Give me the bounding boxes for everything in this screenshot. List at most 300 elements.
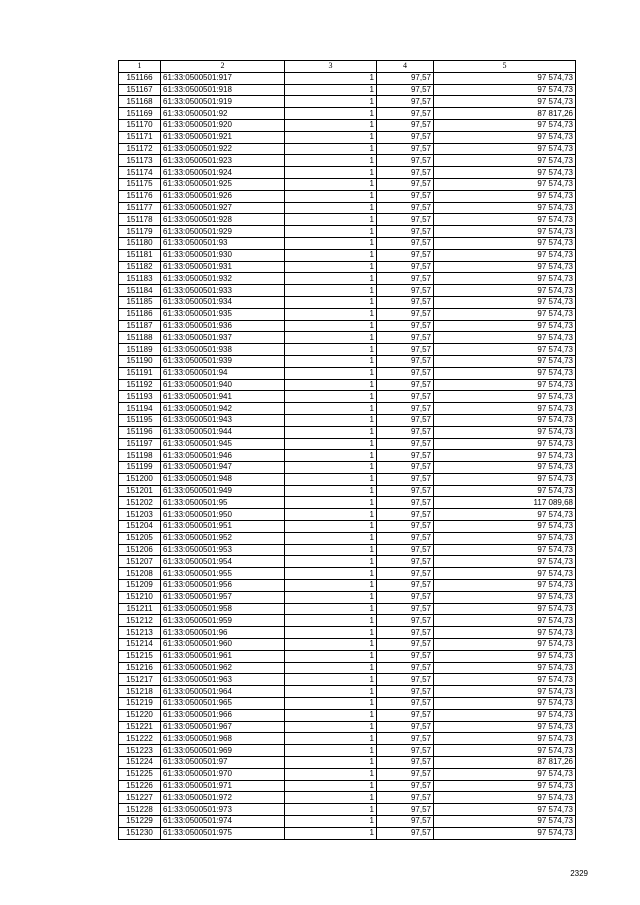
table-row <box>119 438 576 450</box>
table-row <box>119 674 576 686</box>
table-row <box>119 84 576 96</box>
row-index-cell: 151192 <box>119 379 161 391</box>
row-index-cell: 151181 <box>119 249 161 261</box>
area-cell: 97,57 <box>377 108 434 120</box>
table-row <box>119 344 576 356</box>
table-row <box>119 296 576 308</box>
row-index-cell: 151195 <box>119 414 161 426</box>
table-row <box>119 108 576 120</box>
row-index-cell: 151186 <box>119 308 161 320</box>
amount-cell: 97 574,73 <box>434 615 576 627</box>
quantity-cell: 1 <box>285 296 377 308</box>
table-row <box>119 733 576 745</box>
quantity-cell: 1 <box>285 450 377 462</box>
cadastral-number-cell: 61:33:0500501:940 <box>161 379 285 391</box>
cadastral-number-cell: 61:33:0500501:938 <box>161 344 285 356</box>
row-index-cell: 151182 <box>119 261 161 273</box>
row-index-cell: 151211 <box>119 603 161 615</box>
table-row <box>119 190 576 202</box>
area-cell: 97,57 <box>377 96 434 108</box>
table-row <box>119 96 576 108</box>
cadastral-number-cell: 61:33:0500501:924 <box>161 167 285 179</box>
cadastral-number-cell: 61:33:0500501:926 <box>161 190 285 202</box>
amount-cell: 97 574,73 <box>434 733 576 745</box>
area-cell: 97,57 <box>377 237 434 249</box>
area-cell: 97,57 <box>377 580 434 592</box>
row-index-cell: 151208 <box>119 568 161 580</box>
cadastral-number-cell: 61:33:0500501:968 <box>161 733 285 745</box>
table-row <box>119 226 576 238</box>
cadastral-number-cell: 61:33:0500501:939 <box>161 355 285 367</box>
amount-cell: 97 574,73 <box>434 745 576 757</box>
cadastral-number-cell: 61:33:0500501:943 <box>161 414 285 426</box>
row-index-cell: 151183 <box>119 273 161 285</box>
cadastral-number-cell: 61:33:0500501:920 <box>161 119 285 131</box>
cadastral-number-cell: 61:33:0500501:953 <box>161 544 285 556</box>
row-index-cell: 151169 <box>119 108 161 120</box>
amount-cell: 97 574,73 <box>434 686 576 698</box>
row-index-cell: 151194 <box>119 403 161 415</box>
row-index-cell: 151206 <box>119 544 161 556</box>
quantity-cell: 1 <box>285 202 377 214</box>
table-row <box>119 615 576 627</box>
table-row <box>119 804 576 816</box>
area-cell: 97,57 <box>377 355 434 367</box>
row-index-cell: 151214 <box>119 639 161 651</box>
area-cell: 97,57 <box>377 285 434 297</box>
amount-cell: 97 574,73 <box>434 178 576 190</box>
quantity-cell: 1 <box>285 332 377 344</box>
cadastral-number-cell: 61:33:0500501:957 <box>161 591 285 603</box>
cadastral-number-cell: 61:33:0500501:941 <box>161 391 285 403</box>
area-cell: 97,57 <box>377 745 434 757</box>
area-cell: 97,57 <box>377 84 434 96</box>
quantity-cell: 1 <box>285 190 377 202</box>
table-row <box>119 414 576 426</box>
quantity-cell: 1 <box>285 603 377 615</box>
amount-cell: 97 574,73 <box>434 72 576 84</box>
quantity-cell: 1 <box>285 627 377 639</box>
table-row <box>119 792 576 804</box>
row-index-cell: 151212 <box>119 615 161 627</box>
amount-cell: 97 574,73 <box>434 438 576 450</box>
row-index-cell: 151200 <box>119 473 161 485</box>
amount-cell: 97 574,73 <box>434 296 576 308</box>
area-cell: 97,57 <box>377 320 434 332</box>
quantity-cell: 1 <box>285 804 377 816</box>
cadastral-number-cell: 61:33:0500501:967 <box>161 721 285 733</box>
table-row <box>119 745 576 757</box>
table-row <box>119 214 576 226</box>
cadastral-number-cell: 61:33:0500501:956 <box>161 580 285 592</box>
area-cell: 97,57 <box>377 249 434 261</box>
area-cell: 97,57 <box>377 757 434 769</box>
table-row <box>119 450 576 462</box>
cadastral-number-cell: 61:33:0500501:932 <box>161 273 285 285</box>
cadastral-number-cell: 61:33:0500501:971 <box>161 780 285 792</box>
table-row <box>119 532 576 544</box>
row-index-cell: 151204 <box>119 521 161 533</box>
row-index-cell: 151197 <box>119 438 161 450</box>
quantity-cell: 1 <box>285 178 377 190</box>
amount-cell: 97 574,73 <box>434 627 576 639</box>
table-row <box>119 426 576 438</box>
row-index-cell: 151174 <box>119 167 161 179</box>
table-row <box>119 332 576 344</box>
quantity-cell: 1 <box>285 745 377 757</box>
amount-cell: 97 574,73 <box>434 462 576 474</box>
table-row <box>119 639 576 651</box>
quantity-cell: 1 <box>285 686 377 698</box>
table-row <box>119 155 576 167</box>
area-cell: 97,57 <box>377 367 434 379</box>
row-index-cell: 151175 <box>119 178 161 190</box>
table-row <box>119 285 576 297</box>
row-index-cell: 151225 <box>119 768 161 780</box>
row-index-cell: 151167 <box>119 84 161 96</box>
cadastral-number-cell: 61:33:0500501:959 <box>161 615 285 627</box>
table-row <box>119 627 576 639</box>
quantity-cell: 1 <box>285 485 377 497</box>
row-index-cell: 151210 <box>119 591 161 603</box>
quantity-cell: 1 <box>285 308 377 320</box>
quantity-cell: 1 <box>285 84 377 96</box>
area-cell: 97,57 <box>377 639 434 651</box>
area-cell: 97,57 <box>377 698 434 710</box>
amount-cell: 97 574,73 <box>434 509 576 521</box>
area-cell: 97,57 <box>377 202 434 214</box>
column-header: 5 <box>434 61 576 73</box>
amount-cell: 97 574,73 <box>434 379 576 391</box>
area-cell: 97,57 <box>377 733 434 745</box>
amount-cell: 97 574,73 <box>434 414 576 426</box>
cadastral-number-cell: 61:33:0500501:970 <box>161 768 285 780</box>
row-index-cell: 151196 <box>119 426 161 438</box>
amount-cell: 97 574,73 <box>434 226 576 238</box>
row-index-cell: 151229 <box>119 816 161 828</box>
area-cell: 97,57 <box>377 391 434 403</box>
row-index-cell: 151189 <box>119 344 161 356</box>
cadastral-number-cell: 61:33:0500501:925 <box>161 178 285 190</box>
cadastral-number-cell: 61:33:0500501:963 <box>161 674 285 686</box>
amount-cell: 97 574,73 <box>434 249 576 261</box>
row-index-cell: 151223 <box>119 745 161 757</box>
area-cell: 97,57 <box>377 591 434 603</box>
table-row <box>119 379 576 391</box>
quantity-cell: 1 <box>285 521 377 533</box>
row-index-cell: 151205 <box>119 532 161 544</box>
quantity-cell: 1 <box>285 237 377 249</box>
quantity-cell: 1 <box>285 509 377 521</box>
quantity-cell: 1 <box>285 344 377 356</box>
amount-cell: 97 574,73 <box>434 556 576 568</box>
quantity-cell: 1 <box>285 226 377 238</box>
area-cell: 97,57 <box>377 827 434 839</box>
amount-cell: 97 574,73 <box>434 367 576 379</box>
amount-cell: 97 574,73 <box>434 521 576 533</box>
cadastral-number-cell: 61:33:0500501:974 <box>161 816 285 828</box>
cadastral-number-cell: 61:33:0500501:923 <box>161 155 285 167</box>
header-row <box>119 61 576 73</box>
row-index-cell: 151230 <box>119 827 161 839</box>
quantity-cell: 1 <box>285 273 377 285</box>
area-cell: 97,57 <box>377 816 434 828</box>
cadastral-number-cell: 61:33:0500501:935 <box>161 308 285 320</box>
area-cell: 97,57 <box>377 403 434 415</box>
property-table <box>118 60 576 840</box>
quantity-cell: 1 <box>285 709 377 721</box>
amount-cell: 97 574,73 <box>434 214 576 226</box>
quantity-cell: 1 <box>285 403 377 415</box>
amount-cell: 97 574,73 <box>434 320 576 332</box>
cadastral-number-cell: 61:33:0500501:934 <box>161 296 285 308</box>
area-cell: 97,57 <box>377 462 434 474</box>
area-cell: 97,57 <box>377 344 434 356</box>
row-index-cell: 151185 <box>119 296 161 308</box>
table-row <box>119 816 576 828</box>
amount-cell: 97 574,73 <box>434 827 576 839</box>
area-cell: 97,57 <box>377 379 434 391</box>
table-row <box>119 603 576 615</box>
cadastral-number-cell: 61:33:0500501:929 <box>161 226 285 238</box>
quantity-cell: 1 <box>285 462 377 474</box>
area-cell: 97,57 <box>377 603 434 615</box>
area-cell: 97,57 <box>377 414 434 426</box>
area-cell: 97,57 <box>377 804 434 816</box>
area-cell: 97,57 <box>377 532 434 544</box>
area-cell: 97,57 <box>377 438 434 450</box>
cadastral-number-cell: 61:33:0500501:96 <box>161 627 285 639</box>
quantity-cell: 1 <box>285 143 377 155</box>
row-index-cell: 151193 <box>119 391 161 403</box>
quantity-cell: 1 <box>285 816 377 828</box>
cadastral-number-cell: 61:33:0500501:928 <box>161 214 285 226</box>
amount-cell: 97 574,73 <box>434 768 576 780</box>
table-row <box>119 391 576 403</box>
row-index-cell: 151190 <box>119 355 161 367</box>
cadastral-number-cell: 61:33:0500501:945 <box>161 438 285 450</box>
cadastral-number-cell: 61:33:0500501:958 <box>161 603 285 615</box>
area-cell: 97,57 <box>377 450 434 462</box>
area-cell: 97,57 <box>377 556 434 568</box>
quantity-cell: 1 <box>285 556 377 568</box>
table-row <box>119 509 576 521</box>
area-cell: 97,57 <box>377 155 434 167</box>
area-cell: 97,57 <box>377 273 434 285</box>
area-cell: 97,57 <box>377 119 434 131</box>
row-index-cell: 151222 <box>119 733 161 745</box>
table-row <box>119 544 576 556</box>
table-row <box>119 143 576 155</box>
quantity-cell: 1 <box>285 827 377 839</box>
quantity-cell: 1 <box>285 249 377 261</box>
amount-cell: 97 574,73 <box>434 816 576 828</box>
amount-cell: 97 574,73 <box>434 308 576 320</box>
row-index-cell: 151166 <box>119 72 161 84</box>
quantity-cell: 1 <box>285 155 377 167</box>
quantity-cell: 1 <box>285 780 377 792</box>
amount-cell: 97 574,73 <box>434 662 576 674</box>
table-row <box>119 568 576 580</box>
table-row <box>119 261 576 273</box>
area-cell: 97,57 <box>377 485 434 497</box>
row-index-cell: 151215 <box>119 650 161 662</box>
area-cell: 97,57 <box>377 650 434 662</box>
row-index-cell: 151199 <box>119 462 161 474</box>
quantity-cell: 1 <box>285 497 377 509</box>
row-index-cell: 151224 <box>119 757 161 769</box>
area-cell: 97,57 <box>377 167 434 179</box>
row-index-cell: 151177 <box>119 202 161 214</box>
amount-cell: 97 574,73 <box>434 792 576 804</box>
area-cell: 97,57 <box>377 190 434 202</box>
row-index-cell: 151219 <box>119 698 161 710</box>
row-index-cell: 151207 <box>119 556 161 568</box>
quantity-cell: 1 <box>285 615 377 627</box>
cadastral-number-cell: 61:33:0500501:930 <box>161 249 285 261</box>
area-cell: 97,57 <box>377 178 434 190</box>
area-cell: 97,57 <box>377 662 434 674</box>
area-cell: 97,57 <box>377 674 434 686</box>
quantity-cell: 1 <box>285 698 377 710</box>
amount-cell: 97 574,73 <box>434 485 576 497</box>
quantity-cell: 1 <box>285 532 377 544</box>
row-index-cell: 151221 <box>119 721 161 733</box>
row-index-cell: 151209 <box>119 580 161 592</box>
quantity-cell: 1 <box>285 355 377 367</box>
quantity-cell: 1 <box>285 414 377 426</box>
cadastral-number-cell: 61:33:0500501:952 <box>161 532 285 544</box>
quantity-cell: 1 <box>285 721 377 733</box>
table-row <box>119 709 576 721</box>
column-header: 3 <box>285 61 377 73</box>
table-row <box>119 355 576 367</box>
row-index-cell: 151227 <box>119 792 161 804</box>
area-cell: 97,57 <box>377 214 434 226</box>
quantity-cell: 1 <box>285 367 377 379</box>
table-row <box>119 827 576 839</box>
table-row <box>119 698 576 710</box>
row-index-cell: 151180 <box>119 237 161 249</box>
amount-cell: 97 574,73 <box>434 674 576 686</box>
amount-cell: 97 574,73 <box>434 721 576 733</box>
cadastral-number-cell: 61:33:0500501:921 <box>161 131 285 143</box>
amount-cell: 87 817,26 <box>434 108 576 120</box>
cadastral-number-cell: 61:33:0500501:949 <box>161 485 285 497</box>
row-index-cell: 151191 <box>119 367 161 379</box>
quantity-cell: 1 <box>285 379 377 391</box>
amount-cell: 97 574,73 <box>434 391 576 403</box>
table-row <box>119 757 576 769</box>
table-row <box>119 249 576 261</box>
quantity-cell: 1 <box>285 391 377 403</box>
area-cell: 97,57 <box>377 709 434 721</box>
amount-cell: 97 574,73 <box>434 332 576 344</box>
table-row <box>119 650 576 662</box>
area-cell: 97,57 <box>377 426 434 438</box>
amount-cell: 97 574,73 <box>434 544 576 556</box>
area-cell: 97,57 <box>377 686 434 698</box>
quantity-cell: 1 <box>285 108 377 120</box>
quantity-cell: 1 <box>285 320 377 332</box>
amount-cell: 97 574,73 <box>434 96 576 108</box>
quantity-cell: 1 <box>285 544 377 556</box>
row-index-cell: 151187 <box>119 320 161 332</box>
table-row <box>119 556 576 568</box>
quantity-cell: 1 <box>285 131 377 143</box>
table-row <box>119 591 576 603</box>
amount-cell: 97 574,73 <box>434 344 576 356</box>
cadastral-number-cell: 61:33:0500501:918 <box>161 84 285 96</box>
table-row <box>119 237 576 249</box>
table-row <box>119 178 576 190</box>
table-row <box>119 662 576 674</box>
quantity-cell: 1 <box>285 580 377 592</box>
column-header: 1 <box>119 61 161 73</box>
row-index-cell: 151216 <box>119 662 161 674</box>
area-cell: 97,57 <box>377 544 434 556</box>
cadastral-number-cell: 61:33:0500501:942 <box>161 403 285 415</box>
column-header: 2 <box>161 61 285 73</box>
cadastral-number-cell: 61:33:0500501:927 <box>161 202 285 214</box>
row-index-cell: 151168 <box>119 96 161 108</box>
amount-cell: 97 574,73 <box>434 650 576 662</box>
table-row <box>119 403 576 415</box>
table-row <box>119 273 576 285</box>
quantity-cell: 1 <box>285 473 377 485</box>
area-cell: 97,57 <box>377 568 434 580</box>
area-cell: 97,57 <box>377 332 434 344</box>
quantity-cell: 1 <box>285 733 377 745</box>
cadastral-number-cell: 61:33:0500501:946 <box>161 450 285 462</box>
row-index-cell: 151173 <box>119 155 161 167</box>
row-index-cell: 151220 <box>119 709 161 721</box>
cadastral-number-cell: 61:33:0500501:966 <box>161 709 285 721</box>
row-index-cell: 151226 <box>119 780 161 792</box>
area-cell: 97,57 <box>377 780 434 792</box>
amount-cell: 97 574,73 <box>434 202 576 214</box>
cadastral-number-cell: 61:33:0500501:931 <box>161 261 285 273</box>
table-row <box>119 202 576 214</box>
table-body <box>119 72 576 839</box>
table-row <box>119 686 576 698</box>
amount-cell: 87 817,26 <box>434 757 576 769</box>
table-row <box>119 119 576 131</box>
quantity-cell: 1 <box>285 639 377 651</box>
amount-cell: 97 574,73 <box>434 450 576 462</box>
cadastral-number-cell: 61:33:0500501:947 <box>161 462 285 474</box>
table-row <box>119 485 576 497</box>
cadastral-number-cell: 61:33:0500501:93 <box>161 237 285 249</box>
area-cell: 97,57 <box>377 296 434 308</box>
quantity-cell: 1 <box>285 757 377 769</box>
quantity-cell: 1 <box>285 792 377 804</box>
table-row <box>119 473 576 485</box>
row-index-cell: 151201 <box>119 485 161 497</box>
area-cell: 97,57 <box>377 521 434 533</box>
cadastral-number-cell: 61:33:0500501:965 <box>161 698 285 710</box>
row-index-cell: 151176 <box>119 190 161 202</box>
row-index-cell: 151172 <box>119 143 161 155</box>
amount-cell: 97 574,73 <box>434 237 576 249</box>
table-row <box>119 721 576 733</box>
quantity-cell: 1 <box>285 96 377 108</box>
amount-cell: 97 574,73 <box>434 580 576 592</box>
cadastral-number-cell: 61:33:0500501:973 <box>161 804 285 816</box>
area-cell: 97,57 <box>377 509 434 521</box>
table-row <box>119 367 576 379</box>
page-number: 2329 <box>570 869 588 878</box>
